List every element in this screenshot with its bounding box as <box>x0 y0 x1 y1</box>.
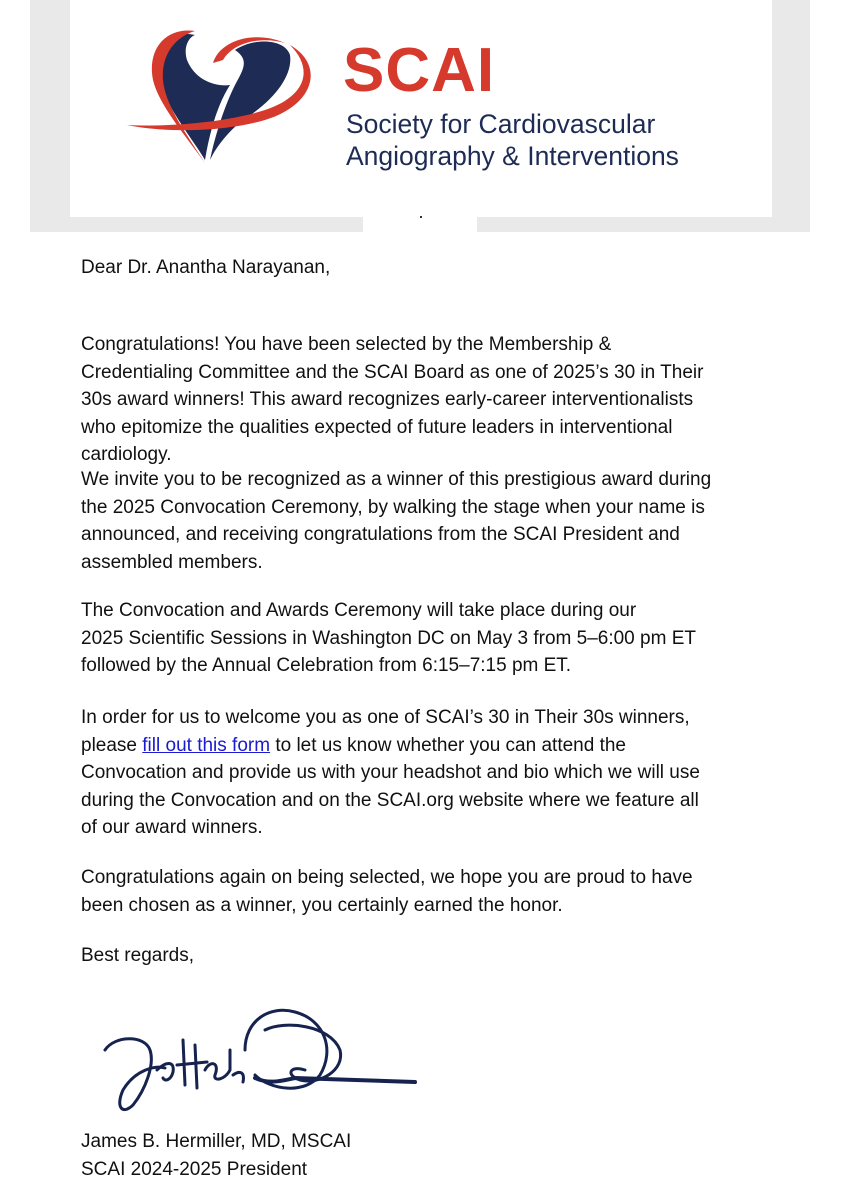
logo-subtitle-line-1: Society for Cardiovascular <box>346 109 656 139</box>
scai-heart-logo-icon <box>125 25 330 165</box>
signer-title: SCAI 2024-2025 President <box>81 1159 308 1180</box>
paragraph-congratulations-again: Congratulations again on being selected, we hope you are proud to have been chosen as a winner, you certainly earned the honor. <box>81 867 693 916</box>
scai-wordmark: SCAI <box>343 36 496 105</box>
header-dot <box>420 216 422 218</box>
signer-name: James B. Hermiller, MD, MSCAI <box>81 1131 352 1152</box>
handwritten-signature <box>95 990 425 1120</box>
salutation: Dear Dr. Anantha Narayanan, <box>81 257 331 278</box>
closing: Best regards, <box>81 945 194 966</box>
paragraph-award: Congratulations! You have been selected by the Membership & Credentialing Committee and the SCAI Board as one of 2025’s 30 in Their 30s award winners! This award recognizes early-career interventionalists who epitomize the qualities expected of future leaders in interventional cardiology. <box>81 334 704 465</box>
fill-out-form-link[interactable]: fill out this form <box>142 734 271 756</box>
paragraph-ceremony-details: The Convocation and Awards Ceremony will take place during our 2025 Scientific Sessions in Washington DC on May 3 from 5–6:00 pm ET followed by the Annual Celebration from 6:15–7:15 pm ET. <box>81 600 696 676</box>
paragraph-form-request: In order for us to welcome you as one of SCAI’s 30 in Their 30s winners, please fill out this form to let us know whether you can attend the Convocation and provide us with your headshot and bio which we will use during the Convocation and on the SCAI.org website where we feature all of our award winners. <box>81 707 700 838</box>
paragraph-invitation: We invite you to be recognized as a winner of this prestigious award during the 2025 Convocation Ceremony, by walking the stage when your name is announced, and receiving congratulations from the SCAI President and assembled members. <box>81 469 712 573</box>
header-notch <box>363 217 477 232</box>
logo-subtitle-line-2: Angiography & Interventions <box>346 141 679 171</box>
